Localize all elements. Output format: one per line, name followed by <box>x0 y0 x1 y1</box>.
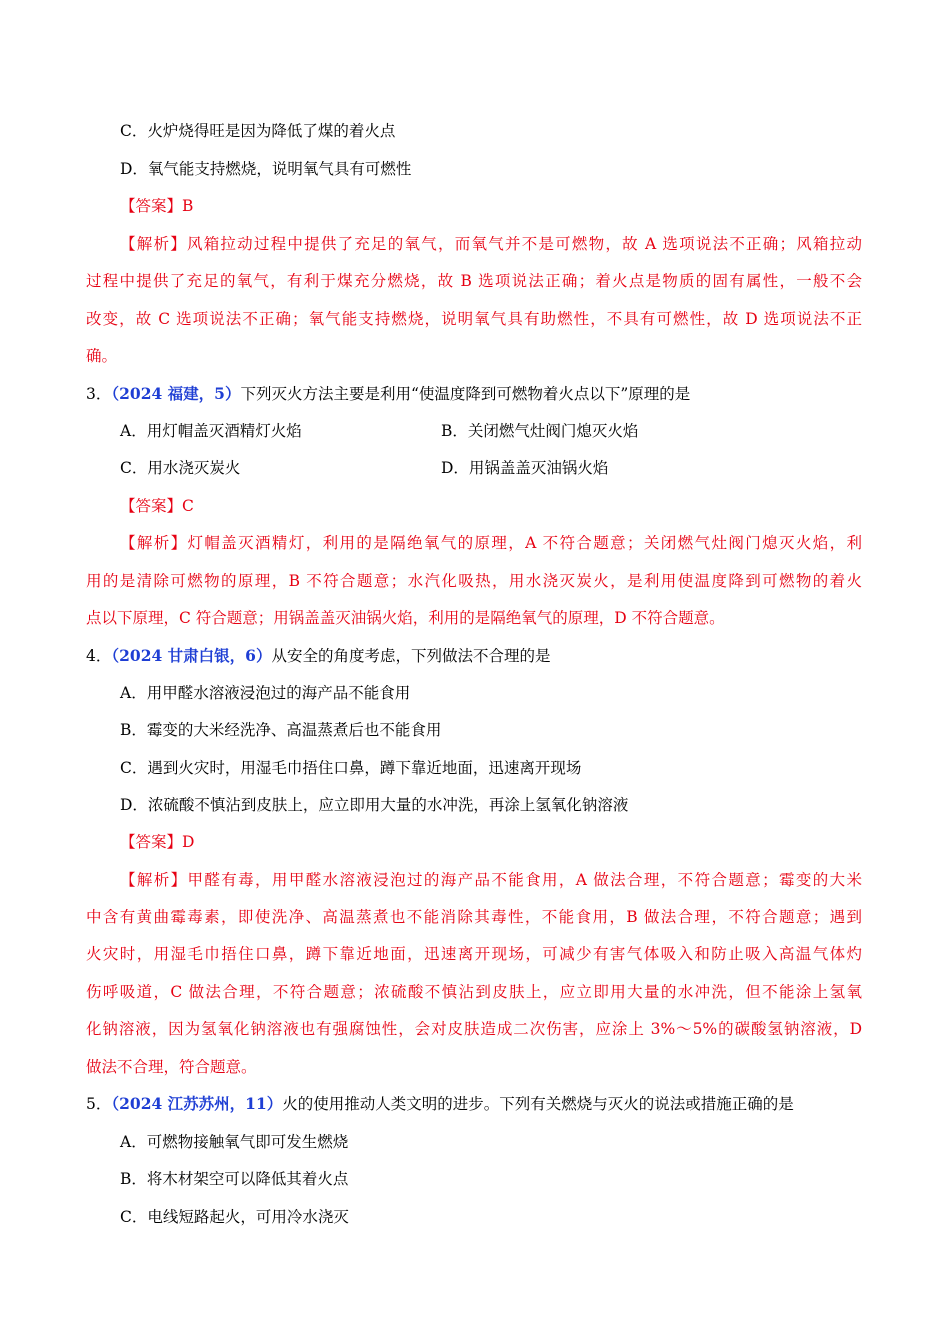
answer-label: 【答案】 <box>120 197 183 215</box>
question-source: （2024 甘肃白银，6） <box>111 646 272 665</box>
analysis-line: 确。 <box>86 347 118 365</box>
question-stem: 5．（2024 江苏苏州，11）火的使用推动人类文明的进步。下列有关燃烧与灭火的说法或措施正确的是 <box>86 1094 794 1113</box>
option-d: D．用锅盖盖灭油锅火焰 <box>441 459 609 477</box>
option-c: C．用水浇灭炭火 <box>120 459 241 477</box>
answer-line <box>120 832 194 852</box>
analysis-line: 做法不合理，符合题意。 <box>86 1058 257 1076</box>
answer-label: 【答案】 <box>120 497 183 515</box>
option-a: A．用甲醛水溶液浸泡过的海产品不能食用 <box>120 684 411 702</box>
analysis-line: 【解析】风箱拉动过程中提供了充足的氧气，而氧气并不是可燃物，故 A 选项说法不正确；风箱拉动 <box>120 235 862 253</box>
analysis-label: 【解析】 <box>120 534 188 552</box>
analysis-line: 点以下原理，C 符合题意；用锅盖盖灭油锅火焰，利用的是隔绝氧气的原理，D 不符合题意。 <box>86 609 725 627</box>
answer-line <box>120 496 194 516</box>
option-b: B．霉变的大米经洗净、高温蒸煮后也不能食用 <box>120 721 442 739</box>
answer-value: D <box>182 833 195 851</box>
option-b: B．将木材架空可以降低其着火点 <box>120 1170 349 1188</box>
answer-value: C <box>182 497 194 515</box>
question-source: （2024 江苏苏州，11） <box>111 1094 283 1113</box>
analysis-line: 化钠溶液，因为氢氧化钠溶液也有强腐蚀性，会对皮肤造成二次伤害，应涂上 3%～5%的碳酸氢钠溶液，D <box>86 1020 862 1038</box>
analysis-line: 中含有黄曲霉毒素，即使洗净、高温蒸煮也不能消除其毒性，不能食用，B 做法合理，不符合题意；遇到 <box>86 908 862 926</box>
analysis-line: 伤呼吸道，C 做法合理，不符合题意；浓硫酸不慎沾到皮肤上，应立即用大量的水冲洗，但不能涂上氢氧 <box>86 983 862 1001</box>
analysis-line: 【解析】灯帽盖灭酒精灯，利用的是隔绝氧气的原理，A 不符合题意；关闭燃气灶阀门熄灭火焰，利 <box>120 534 862 552</box>
option-b: B．关闭燃气灶阀门熄灭火焰 <box>441 422 639 440</box>
analysis-line: 改变，故 C 选项说法不正确；氧气能支持燃烧，说明氧气具有助燃性，不具有可燃性，故 D 选项说法不正 <box>86 310 862 328</box>
option-c: C．遇到火灾时，用湿毛巾捂住口鼻，蹲下靠近地面，迅速离开现场 <box>120 759 582 777</box>
analysis-line: 【解析】甲醛有毒，用甲醛水溶液浸泡过的海产品不能食用，A 做法合理，不符合题意；霉变的大米 <box>120 871 862 889</box>
analysis-label: 【解析】 <box>120 871 188 889</box>
question-stem: 3．（2024 福建，5）下列灭火方法主要是利用“使温度降到可燃物着火点以下”原理的是 <box>86 384 691 403</box>
analysis-line: 用的是清除可燃物的原理，B 不符合题意；水汽化吸热，用水浇灭炭火，是利用使温度降到可燃物的着火 <box>86 572 862 590</box>
option-c: C．电线短路起火，可用冷水浇灭 <box>120 1208 349 1226</box>
question-source: （2024 福建，5） <box>111 384 241 403</box>
option-a: A．可燃物接触氧气即可发生燃烧 <box>120 1133 349 1151</box>
option-d: D．浓硫酸不慎沾到皮肤上，应立即用大量的水冲洗，再涂上氢氧化钠溶液 <box>120 796 629 814</box>
option-c: C．火炉烧得旺是因为降低了煤的着火点 <box>120 122 396 140</box>
option-d: D．氧气能支持燃烧，说明氧气具有可燃性 <box>120 160 412 178</box>
analysis-line: 过程中提供了充足的氧气，有利于煤充分燃烧，故 B 选项说法正确；着火点是物质的固有属性，一般不会 <box>86 272 862 290</box>
question-stem: 4．（2024 甘肃白银，6）从安全的角度考虑，下列做法不合理的是 <box>86 646 551 665</box>
option-a: A．用灯帽盖灭酒精灯火焰 <box>120 422 302 440</box>
answer-value: B <box>182 197 194 215</box>
analysis-line: 火灾时，用湿毛巾捂住口鼻，蹲下靠近地面，迅速离开现场，可减少有害气体吸入和防止吸入高温气体灼 <box>86 945 862 963</box>
answer-label: 【答案】 <box>120 833 183 851</box>
analysis-label: 【解析】 <box>120 235 187 253</box>
answer-line <box>120 196 193 216</box>
